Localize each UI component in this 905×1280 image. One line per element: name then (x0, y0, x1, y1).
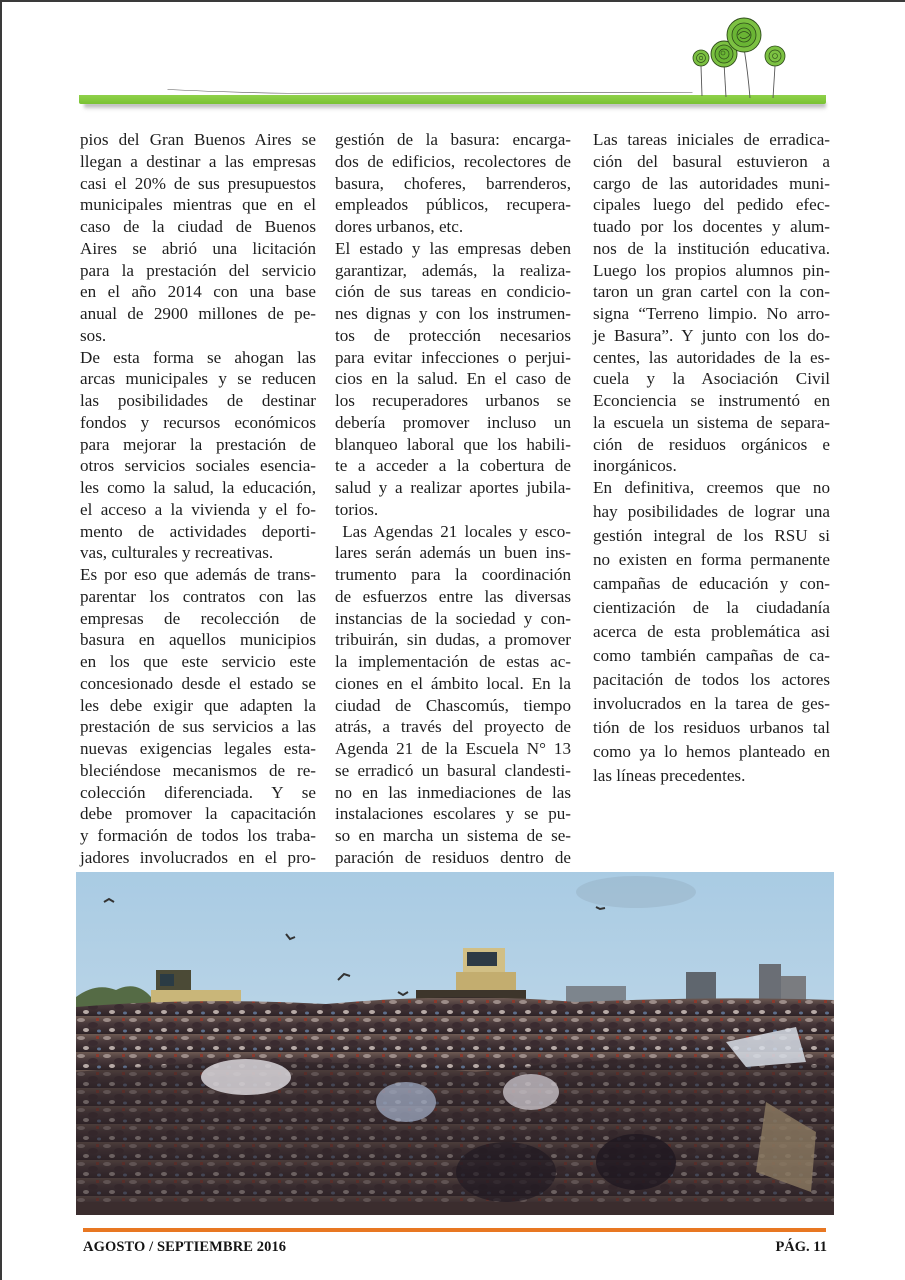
text-line: instalaciones escolares y se pu- (335, 804, 571, 824)
text-line: vas, culturales y recreativas. (80, 543, 274, 563)
paragraph (80, 347, 316, 565)
text-line: debe promover la capacitación (80, 804, 316, 824)
text-line: Las Agendas 21 locales y esco- (335, 521, 571, 541)
text-line: para evitar infecciones o perjui- (335, 347, 571, 367)
green-bar-shadow (84, 103, 826, 110)
text-line: salud y a realizar aportes jubila- (335, 478, 571, 497)
page-header (0, 0, 905, 125)
text-line: llegan a destinar a las empresas (80, 151, 316, 171)
footer-orange-rule (83, 1228, 826, 1232)
text-line: Agenda 21 de la Escuela N° 13 (335, 739, 571, 758)
text-line: les debe exigir que adapten la (80, 695, 316, 715)
text-line: basura, choferes, barrenderos, (335, 173, 571, 193)
text-line: cipales luego del pedido efec- (593, 195, 830, 215)
text-line: En definitiva, creemos que no (593, 478, 830, 497)
text-line: en el año 2014 con una base (80, 282, 316, 302)
paragraph (335, 521, 571, 891)
text-line: de esfuerzos entre las diversas (335, 586, 571, 606)
text-line: nuevas exigencias legales esta- (80, 739, 316, 758)
text-line: empresas de recolección de (80, 608, 316, 628)
text-line: para la prestación del servicio (80, 260, 316, 280)
text-column-3 (593, 129, 830, 789)
landfill-scene (76, 872, 834, 1215)
text-line: casi el 20% de sus presupuestos (80, 173, 316, 193)
text-line: municipales mientras que en el (80, 195, 316, 215)
text-line: Luego los propios alumnos pin- (593, 260, 830, 280)
text-line: gestión integral de los RSU si (593, 526, 830, 545)
text-line: tribuirán, sin dudas, a promover (335, 630, 571, 650)
text-line: pacitación de todos los actores (593, 670, 830, 689)
text-line: trumento para la coordinación (335, 565, 571, 584)
text-line: gestión de la basura: encarga- (335, 130, 571, 149)
text-line: garantizar, además, la realiza- (335, 260, 571, 280)
header-thin-line (80, 88, 780, 94)
text-line: instancias de la sociedad y con- (335, 608, 571, 628)
text-line: signa “Terreno limpio. No arro- (593, 304, 830, 323)
text-line: cios en la salud. En el caso de (335, 369, 571, 389)
text-line: involucrados en la tarea de ges- (593, 694, 830, 713)
text-line: las líneas precedentes. (593, 766, 746, 785)
text-line: caso de la ciudad de Buenos (80, 217, 316, 236)
text-line: fondos y recursos económicos (80, 412, 316, 432)
text-column-2 (335, 129, 571, 890)
text-line: las posibilidades de destinar (80, 391, 316, 410)
text-line: cientización de la ciudadanía (593, 598, 830, 617)
text-line: dores urbanos, etc. (335, 217, 464, 236)
text-line: pios del Gran Buenos Aires se (80, 130, 316, 149)
text-line: te a acceder a la cobertura de (335, 456, 571, 476)
text-line: dos de edificios, recolectores de (335, 151, 571, 171)
text-line: je Basura”. Y junto con los do- (593, 325, 830, 345)
text-line: arcas municipales y se reducen (80, 369, 316, 389)
text-line: ción de sus tareas en condicio- (335, 282, 571, 302)
paragraph (80, 129, 316, 347)
text-line: debería promover incluso un (335, 412, 571, 432)
text-line: De esta forma se ahogan las (80, 347, 316, 367)
text-line: nes dignas y con los instrumen- (335, 304, 571, 323)
text-line: hay posibilidades de lograr una (593, 502, 830, 521)
text-line: se erradicó un basural clandesti- (335, 760, 571, 780)
text-line: para mejorar la prestación de (80, 434, 316, 454)
text-line: Las tareas iniciales de erradica- (593, 130, 830, 149)
paragraph (335, 129, 571, 238)
landfill-photo (76, 872, 834, 1215)
text-line: taron un gran cartel con la con- (593, 282, 830, 302)
text-line: nos de la institución educativa. (593, 238, 830, 258)
text-line: no en las inmediaciones de las (335, 782, 571, 802)
text-line: en los que este servicio este (80, 652, 316, 671)
text-line: ción del basural estuvieron a (593, 151, 830, 171)
text-line: cargo de las autoridades muni- (593, 173, 830, 193)
text-line: basura en aquellos municipios (80, 630, 316, 650)
text-line: tos de protección necesarios (335, 325, 571, 345)
text-line: El estado y las empresas deben (335, 238, 571, 258)
text-line: centes, las autoridades de la es- (593, 347, 830, 367)
text-line: no existen en forma permanente (593, 550, 830, 569)
text-line: atrás, a través del proyecto de (335, 717, 571, 737)
text-line: tuado por los docentes y alum- (593, 217, 830, 236)
text-column-1 (80, 129, 316, 890)
text-line: Es por eso que además de trans- (80, 565, 316, 584)
text-line: prestación de sus servicios a las (80, 717, 316, 737)
text-line: anual de 2900 millones de pe- (80, 304, 316, 323)
text-line: Econciencia se instrumentó en (593, 391, 830, 410)
issue-date: AGOSTO / SEPTIEMBRE 2016 (83, 1239, 287, 1255)
text-line: blanqueo laboral que los habili- (335, 434, 571, 454)
text-line: como también campañas de ca- (593, 646, 830, 665)
text-line: ciudad de Chascomús, tiempo (335, 695, 571, 715)
paragraph (80, 564, 316, 890)
text-line: jadores involucrados en el pro- (80, 847, 316, 867)
text-line: ción de residuos orgánicos e (593, 434, 830, 454)
text-line: parentar los contratos con las (80, 586, 316, 606)
text-line: el acceso a la vivienda y el fo- (80, 499, 316, 519)
text-line: les como la salud, la educación, (80, 478, 316, 497)
text-line: paración de residuos dentro de (335, 847, 571, 867)
text-line: torios. (335, 499, 379, 519)
text-line: concesionado desde el estado se (80, 673, 316, 693)
text-line: y formación de todos los traba- (80, 826, 316, 845)
paragraph (593, 129, 830, 477)
text-line: ciones en el ámbito local. En la (335, 673, 571, 693)
page-number: PÁG. 11 (775, 1239, 827, 1255)
text-line: acerca de esta problemática asi (593, 622, 830, 641)
spiral-trees-icon (680, 8, 800, 98)
text-line: tión de los residuos urbanos tal (593, 718, 830, 737)
text-line: como ya lo hemos planteado en (593, 742, 830, 761)
text-line: mento de actividades deporti- (80, 521, 316, 541)
text-line: otros servicios sociales esencia- (80, 456, 316, 476)
text-line: Aires se abrió una licitación (80, 238, 316, 258)
paragraph (335, 238, 571, 521)
text-line: so en marcha un sistema de se- (335, 826, 571, 845)
text-line: la escuela un sistema de separa- (593, 412, 830, 432)
text-line: cuela y la Asociación Civil (593, 369, 830, 389)
text-line: la implementación de estas ac- (335, 652, 571, 671)
text-line: campañas de educación y con- (593, 574, 830, 593)
text-line: sos. (80, 325, 107, 345)
text-line: inorgánicos. (593, 456, 677, 476)
paragraph (593, 477, 830, 789)
text-line: empleados públicos, recupera- (335, 195, 571, 215)
text-line: los recuperadores urbanos se (335, 391, 571, 410)
text-line: lares serán además un buen ins- (335, 543, 571, 563)
text-line: colección diferenciada. Y se (80, 782, 316, 802)
text-line: bleciéndose mecanismos de re- (80, 760, 316, 780)
